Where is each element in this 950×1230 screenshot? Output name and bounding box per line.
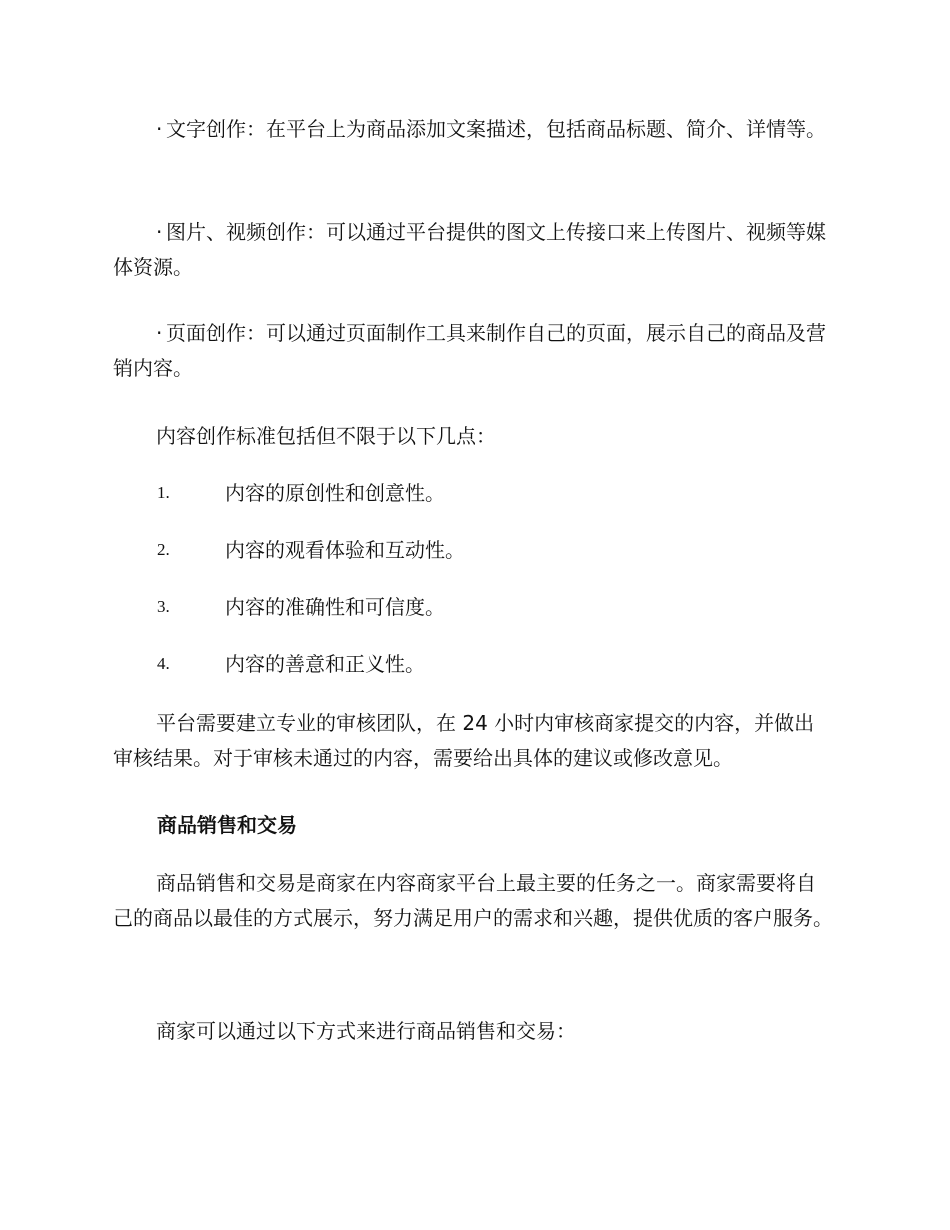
- standards-intro: 内容创作标准包括但不限于以下几点：: [156, 424, 496, 448]
- bullet-media-creation: [113, 215, 833, 285]
- sales-intro: 商家可以通过以下方式来进行商品销售和交易：: [156, 1019, 576, 1043]
- bullet-text: 页面创作：可以通过页面制作工具来制作自己的页面，展示自己的商品及营销内容。: [113, 321, 826, 380]
- bullet-text-creation: [113, 112, 833, 147]
- list-text: 内容的观看体验和互动性。: [225, 538, 465, 562]
- list-item: [157, 535, 757, 565]
- list-number: 2.: [157, 540, 170, 559]
- list-item: [157, 478, 757, 508]
- sales-paragraph: 商品销售和交易是商家在内容商家平台上最主要的任务之一。商家需要将自己的商品以最佳的方式展示，努力满足用户的需求和兴趣，提供优质的客户服务。: [113, 871, 833, 930]
- list-number: 3.: [157, 597, 170, 616]
- list-number: 4.: [157, 654, 170, 673]
- bullet-dot: ·: [156, 220, 163, 244]
- review-paragraph: 平台需要建立专业的审核团队，在 24 小时内审核商家提交的内容，并做出审核结果。对于审核未通过的内容，需要给出具体的建议或修改意见。: [113, 711, 815, 770]
- bullet-page-creation: [113, 316, 833, 386]
- bullet-dot: ·: [156, 117, 163, 141]
- list-item: [157, 649, 757, 679]
- section-heading: 商品销售和交易: [157, 813, 297, 837]
- bullet-text: 图片、视频创作：可以通过平台提供的图文上传接口来上传图片、视频等媒体资源。: [113, 220, 826, 279]
- list-number: 1.: [157, 483, 170, 502]
- bullet-text: 文字创作：在平台上为商品添加文案描述，包括商品标题、简介、详情等。: [166, 117, 826, 141]
- bullet-dot: ·: [156, 321, 163, 345]
- list-item: [157, 592, 757, 622]
- list-text: 内容的原创性和创意性。: [225, 481, 445, 505]
- list-text: 内容的准确性和可信度。: [225, 595, 445, 619]
- list-text: 内容的善意和正义性。: [225, 652, 425, 676]
